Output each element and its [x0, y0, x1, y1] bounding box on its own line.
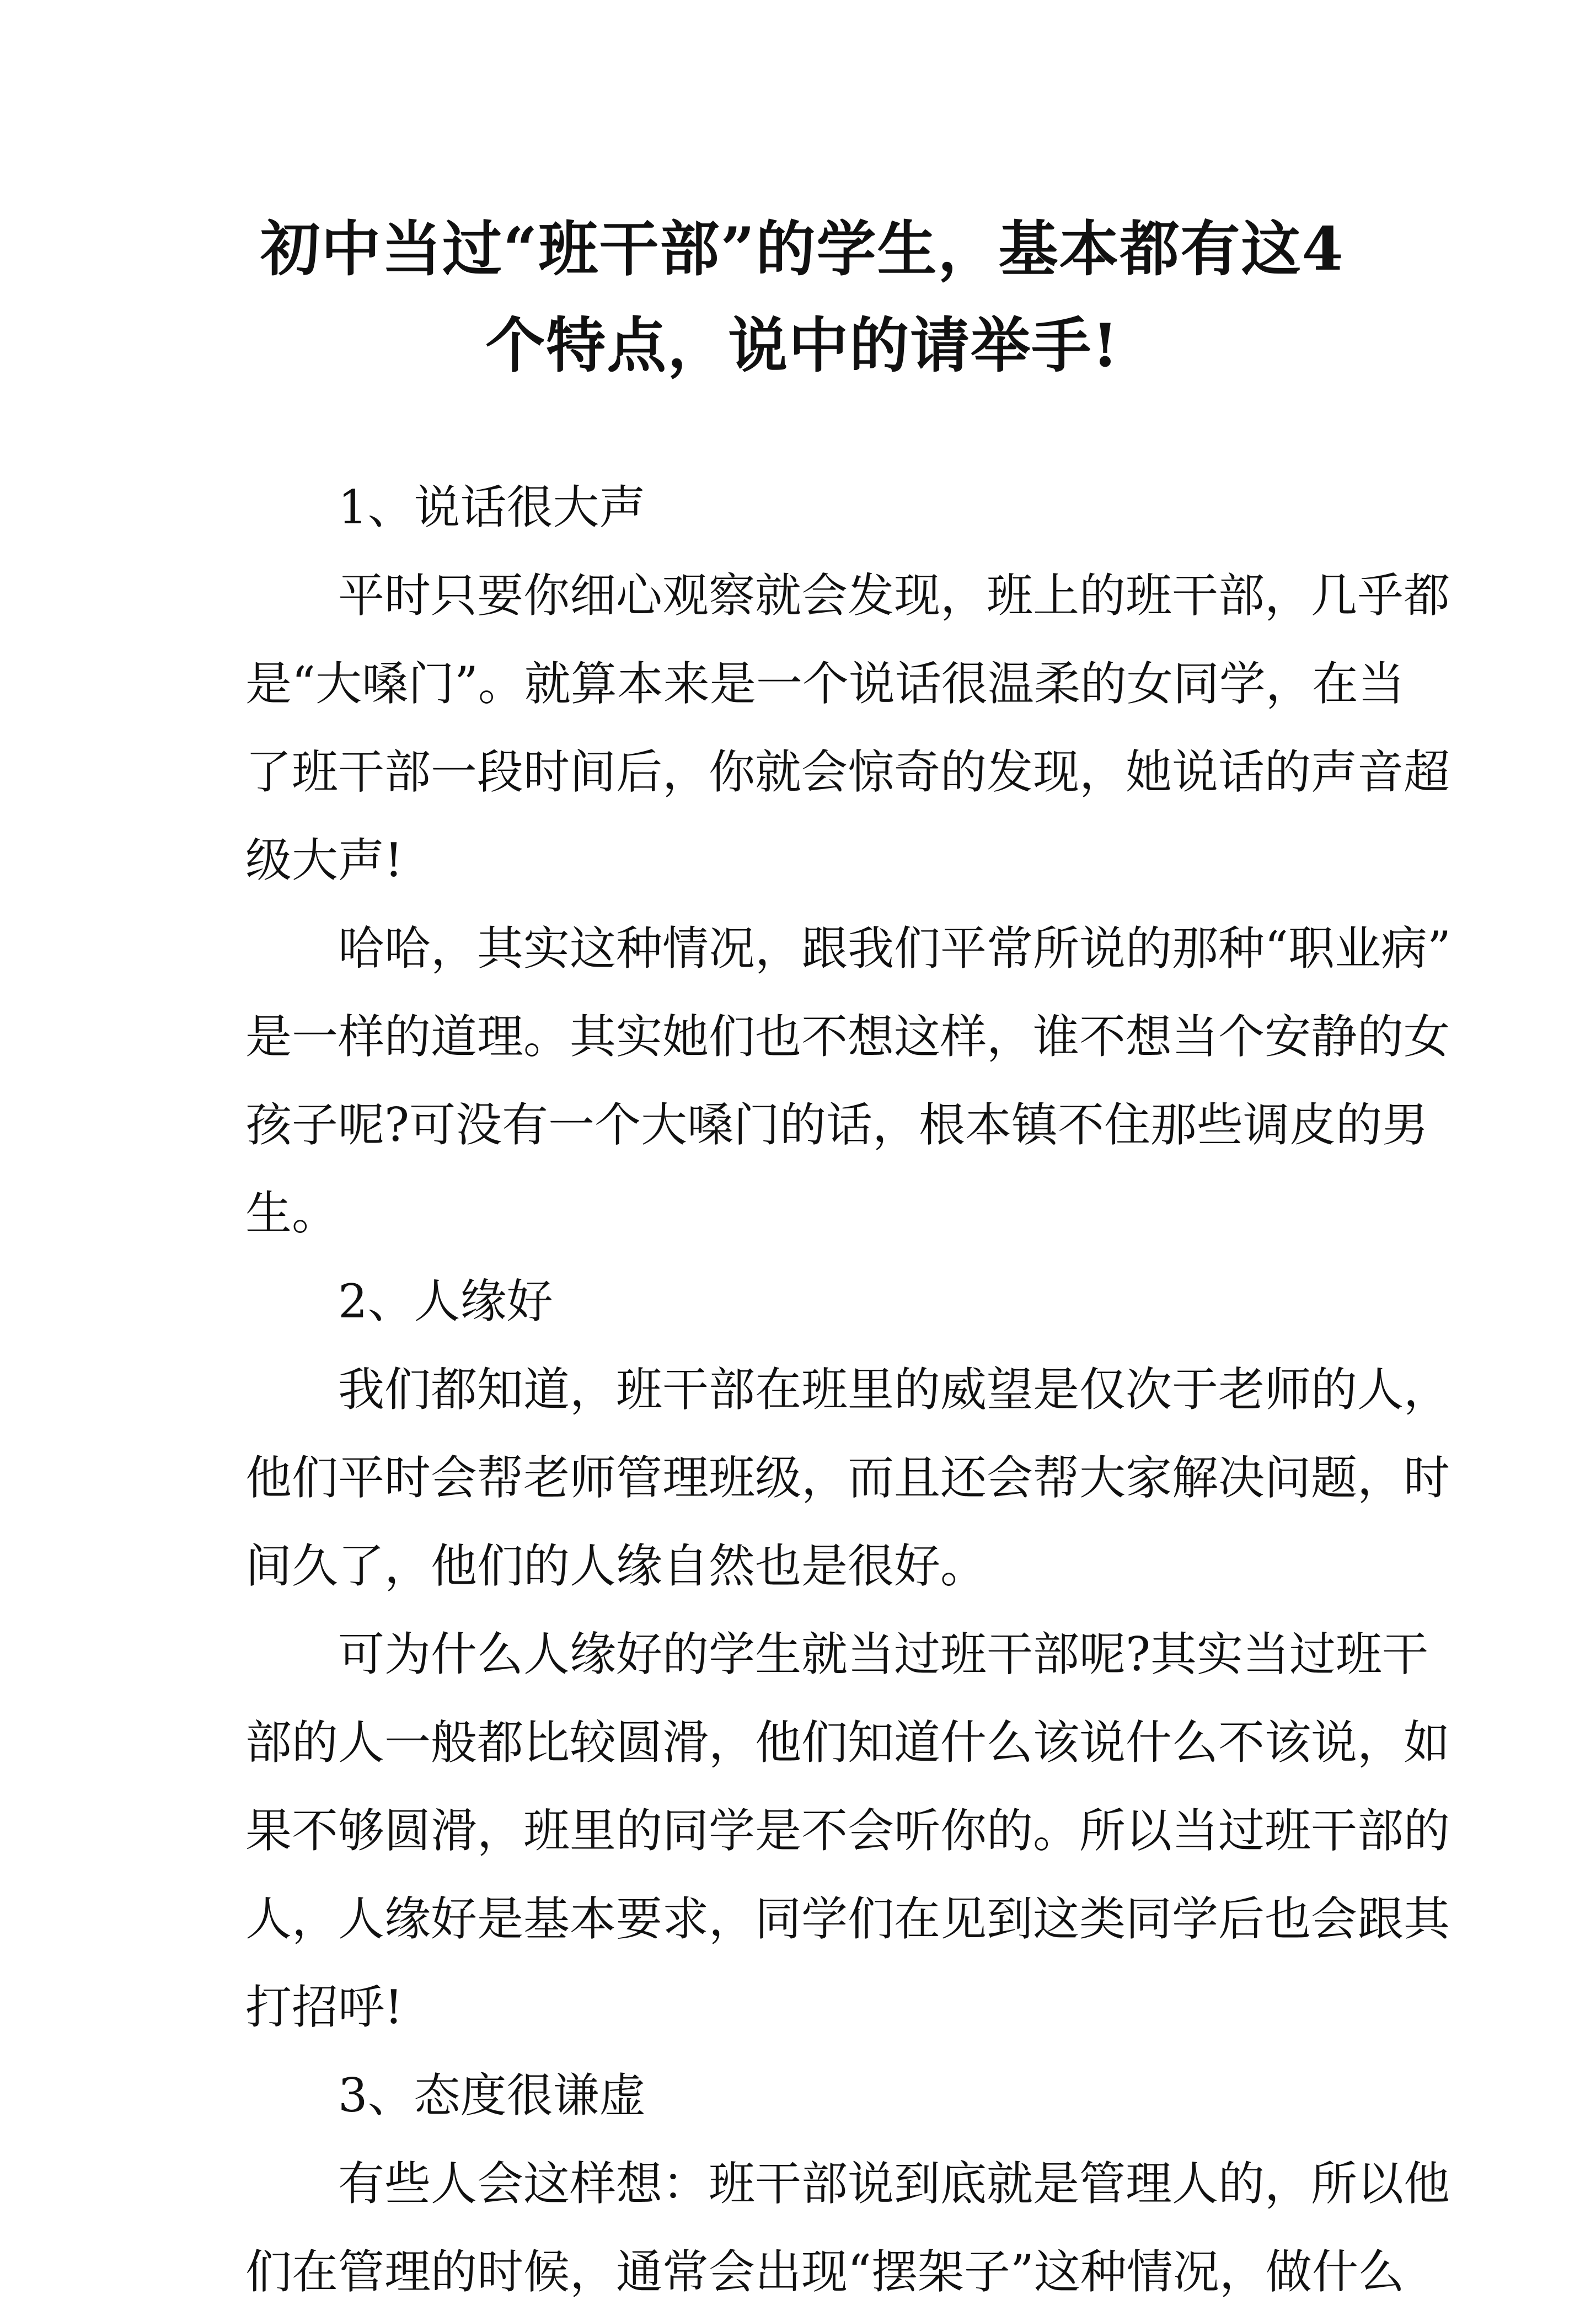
- text-line: 了班干部一段时间后，你就会惊奇的发现，她说话的声音超: [245, 745, 1450, 799]
- text-line: 级大声!: [245, 833, 403, 887]
- paragraph: [245, 551, 1450, 904]
- text-line: 哈哈，其实这种情况，跟我们平常所说的那种“职业病”: [338, 921, 1451, 975]
- text-line: 打招呼!: [245, 1980, 403, 2034]
- section-heading: 1、说话很大声: [338, 480, 646, 534]
- text-line: 部的人一般都比较圆滑，他们知道什么该说什么不该说，如: [245, 1715, 1450, 1770]
- text-line: 平时只要你细心观察就会发现，班上的班干部，几乎都: [338, 569, 1450, 623]
- section-heading: 2、人缘好: [338, 1274, 553, 1328]
- document-title: [245, 201, 1359, 394]
- text-line: 是“大嗓门”。就算本来是一个说话很温柔的女同学，在当: [245, 657, 1405, 711]
- text-line: 是一样的道理。其实她们也不想这样，谁不想当个安静的女: [245, 1010, 1450, 1064]
- title-line: 个特点，说中的请举手!: [485, 311, 1120, 380]
- title-line: 初中当过“班干部”的学生，基本都有这4: [260, 215, 1345, 284]
- paragraph: [245, 2140, 1450, 2316]
- document-body: [245, 463, 1451, 2316]
- text-line: 们在管理的时候，通常会出现“摆架子”这种情况，做什么: [245, 2245, 1405, 2299]
- text-line: 可为什么人缘好的学生就当过班干部呢?其实当过班干: [338, 1627, 1429, 1681]
- text-line: 他们平时会帮老师管理班级，而且还会帮大家解决问题，时: [245, 1451, 1450, 1505]
- text-line: 我们都知道，班干部在班里的威望是仅次于老师的人，: [338, 1363, 1450, 1417]
- text-line: 人，人缘好是基本要求，同学们在见到这类同学后也会跟其: [245, 1892, 1450, 1946]
- section-heading: 3、态度很谦虚: [338, 2068, 646, 2122]
- text-line: 果不够圆滑，班里的同学是不会听你的。所以当过班干部的: [245, 1804, 1450, 1858]
- paragraph: [245, 1610, 1450, 2051]
- text-line: 孩子呢?可没有一个大嗓门的话，根本镇不住那些调皮的男: [245, 1098, 1429, 1152]
- text-line: 有些人会这样想：班干部说到底就是管理人的，所以他: [338, 2157, 1450, 2211]
- paragraph: [245, 904, 1451, 1257]
- paragraph: [245, 1345, 1450, 1610]
- text-line: 间久了，他们的人缘自然也是很好。: [245, 1539, 987, 1593]
- text-line: 生。: [245, 1186, 339, 1240]
